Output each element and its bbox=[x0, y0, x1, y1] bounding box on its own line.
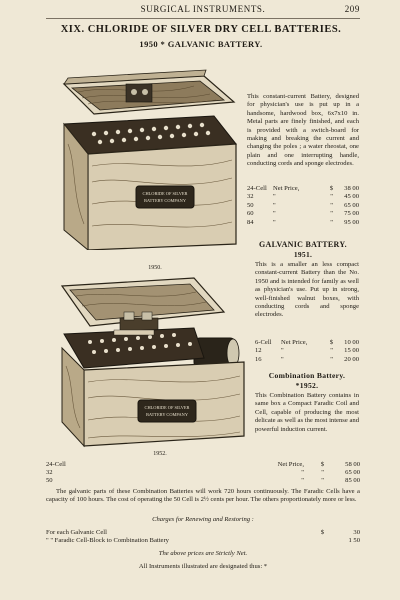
designation-footer: All Instruments illustrated are designated thus: * bbox=[138, 563, 268, 570]
nameplate-1950-line1: CHLORIDE OF SILVER bbox=[142, 191, 188, 196]
battery-1950-price-list bbox=[247, 185, 359, 227]
figure-1952 bbox=[54, 272, 250, 448]
running-title: SURGICAL INSTRUMENTS. bbox=[140, 4, 266, 14]
charges-list bbox=[46, 529, 360, 545]
price-row: 60 " " 75 00 bbox=[247, 210, 359, 218]
nameplate-1950-line2: BATTERY COMPANY bbox=[143, 198, 187, 203]
price-row: 24-Cell Net Price, $ 58 00 bbox=[46, 461, 360, 468]
battery-1952-illustration bbox=[54, 272, 250, 448]
battery-1952-number: *1952. bbox=[295, 381, 319, 390]
price-row: 6-Cell Net Price, $ 10 00 bbox=[255, 339, 359, 346]
figure-1952-caption: 1952. bbox=[153, 451, 167, 457]
price-row: 24-Cell Net Price, $ 38 00 bbox=[247, 185, 359, 192]
price-row: 84 " " 95 00 bbox=[247, 218, 359, 226]
price-row: 50 " " 85 00 bbox=[46, 477, 360, 485]
running-head bbox=[46, 4, 360, 19]
section-title: XIX. CHLORIDE OF SILVER DRY CELL BATTERIES. bbox=[60, 24, 342, 35]
price-row: 32 " " 65 00 bbox=[46, 469, 360, 477]
nameplate-1952-line1: CHLORIDE OF SILVER bbox=[144, 405, 190, 410]
battery-1952-price-list bbox=[46, 461, 360, 486]
charge-row: " " Faradic Cell-Block to Combination Battery 1 50 bbox=[46, 537, 360, 545]
price-row: 16 " " 20 00 bbox=[255, 355, 359, 363]
nameplate-1952-line2: BATTERY COMPANY bbox=[145, 412, 189, 417]
figure-1950 bbox=[54, 54, 242, 250]
battery-1950-description: This constant-current Battery, designed for physician's use is put up in a handsome, hardwood box, 6x7x10 in. Metal parts are finely finished, and each is provided with a switch-board for making and breaking the current and changing the poles ; a water rheostat, one plain and one interrupting handle, conducting cords and sponge electrodes. bbox=[247, 93, 359, 168]
battery-1951-price-list bbox=[255, 339, 359, 364]
net-prices-note: The above prices are Strictly Net. bbox=[158, 550, 248, 557]
price-row: 32 " " 45 00 bbox=[247, 193, 359, 201]
charges-heading: Charges for Renewing and Restoring : bbox=[152, 516, 254, 523]
section-subtitle: 1950 * GALVANIC BATTERY. bbox=[139, 39, 263, 49]
battery-1951-heading: GALVANIC BATTERY. bbox=[259, 240, 347, 249]
battery-1951-description: This is a smaller an less compact constant-current Battery than the No. 1950 and is intended for family as well as physician's use. Put up in strong, well-finished walnut boxes, with conducting cords and sponge electrodes. bbox=[255, 261, 359, 319]
page-number: 209 bbox=[344, 4, 360, 14]
battery-1952-heading: Combination Battery. bbox=[268, 371, 346, 380]
battery-1952-description: This Combination Battery contains in same box a Compact Faradic Coil and Cell, capable of producing the most delicate as well as the most intense and powerful induction current. bbox=[255, 392, 359, 433]
operating-notes: The galvanic parts of these Combination Batteries will work 720 hours continuously. The Faradic Cells have a capacity of 100 hours. The cost of operating the 50 Cell is 2½ cents per hour. The others proportionately more or less. bbox=[46, 488, 360, 504]
price-row: 50 " " 65 00 bbox=[247, 201, 359, 209]
battery-1950-illustration bbox=[54, 54, 242, 250]
charge-row: For each Galvanic Cell $ 30 bbox=[46, 529, 360, 536]
price-row: 12 " " 15 00 bbox=[255, 347, 359, 355]
battery-1951-number: 1951. bbox=[293, 250, 313, 259]
figure-1950-caption: 1950. bbox=[148, 265, 162, 271]
